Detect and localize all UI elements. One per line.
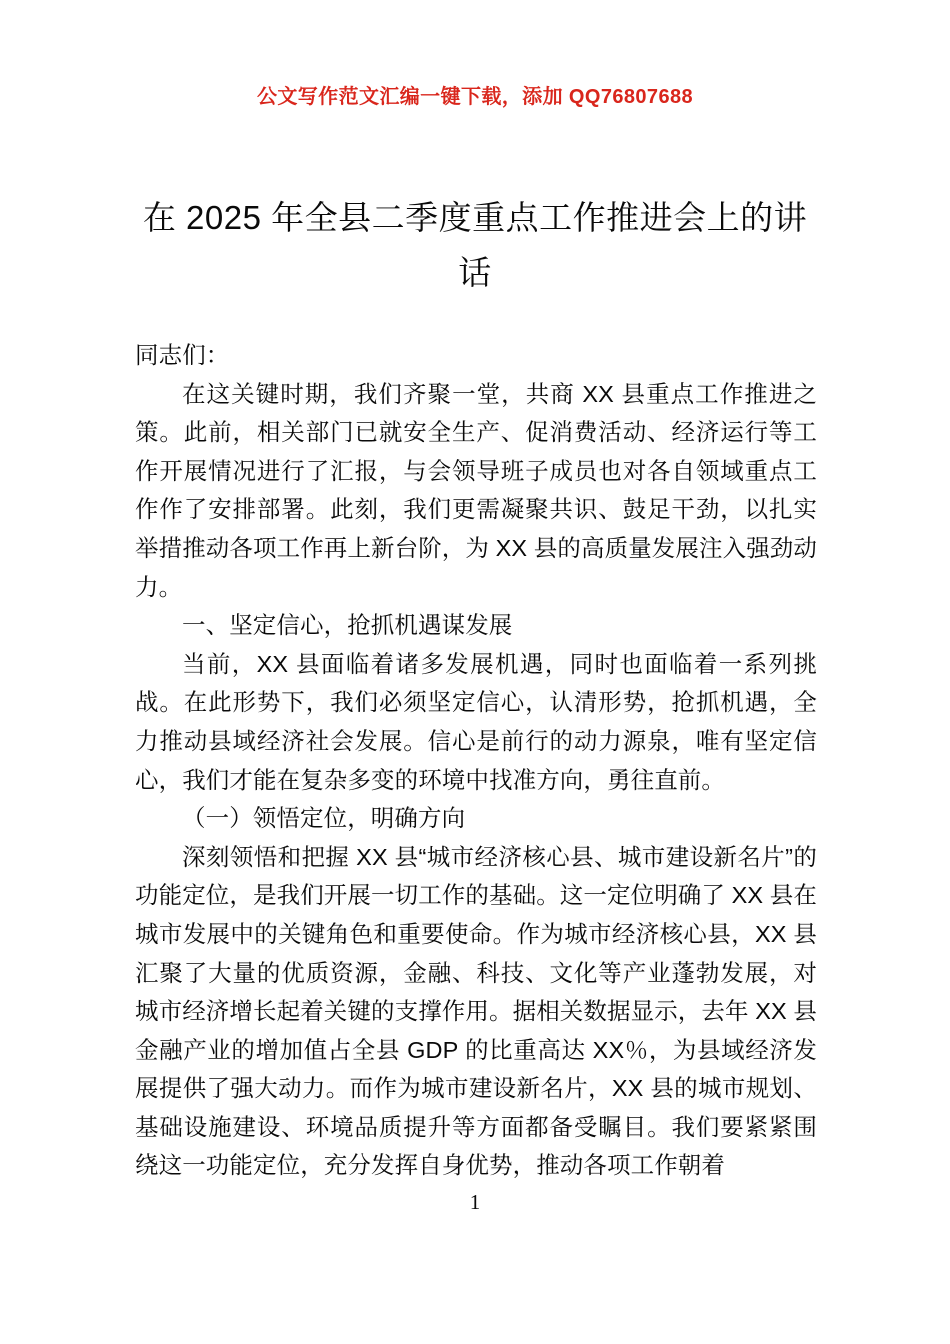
salutation: 同志们： bbox=[135, 342, 230, 368]
paragraph-opening: 在这关键时期，我们齐聚一堂，共商 XX 县重点工作推进之策。此前，相关部门已就安全生产、促消费活动、经济运行等工作开展情况进行了汇报，与会领导班子成员也对各自领域重点工作作了安排部署。此刻，我们更需凝聚共识、鼓足干劲，以扎实举措推动各项工作再上新台阶，为 XX 县的高质量发展注入强劲动力。 bbox=[135, 380, 818, 600]
page-number: 1 bbox=[469, 1190, 481, 1214]
page-title: 在 2025 年全县二季度重点工作推进会上的讲话 bbox=[142, 199, 808, 292]
paragraph-subsection-one-body: 深刻领悟和把握 XX 县“城市经济核心县、城市建设新名片”的功能定位，是我们开展一切工作的基础。这一定位明确了 XX 县在城市发展中的关键角色和重要使命。作为城市经济核心县，XX 县汇聚了大量的优质资源，金融、科技、文化等产业蓬勃发展，对城市经济增长起着关键的支撑作用。据相关数据显示，去年 XX 县金融产业的增加值占全县 GDP 的比重高达 XX％，为县域经济发展提供了强大动力。而作为城市建设新名片，XX 县的城市规划、基础设施建设、环境品质提升等方面都备受瞩目。我们要紧紧围绕这一功能定位，充分发挥自身优势，推动各项工作朝着 bbox=[135, 843, 818, 1179]
document-body bbox=[135, 336, 817, 1185]
paragraph-section-one-intro: 当前，XX 县面临着诸多发展机遇，同时也面临着一系列挑战。在此形势下，我们必须坚定信心，认清形势，抢抓机遇，全力推动县域经济社会发展。信心是前行的动力源泉，唯有坚定信心，我们才能在复杂多变的环境中找准方向，勇往直前。 bbox=[135, 650, 817, 793]
heading-section-one: 一、坚定信心，抢抓机遇谋发展 bbox=[182, 612, 513, 639]
promo-header-banner: 公文写作范文汇编一键下载，添加 QQ76807688 bbox=[256, 86, 694, 108]
heading-subsection-one: （一）领悟定位，明确方向 bbox=[182, 805, 466, 832]
